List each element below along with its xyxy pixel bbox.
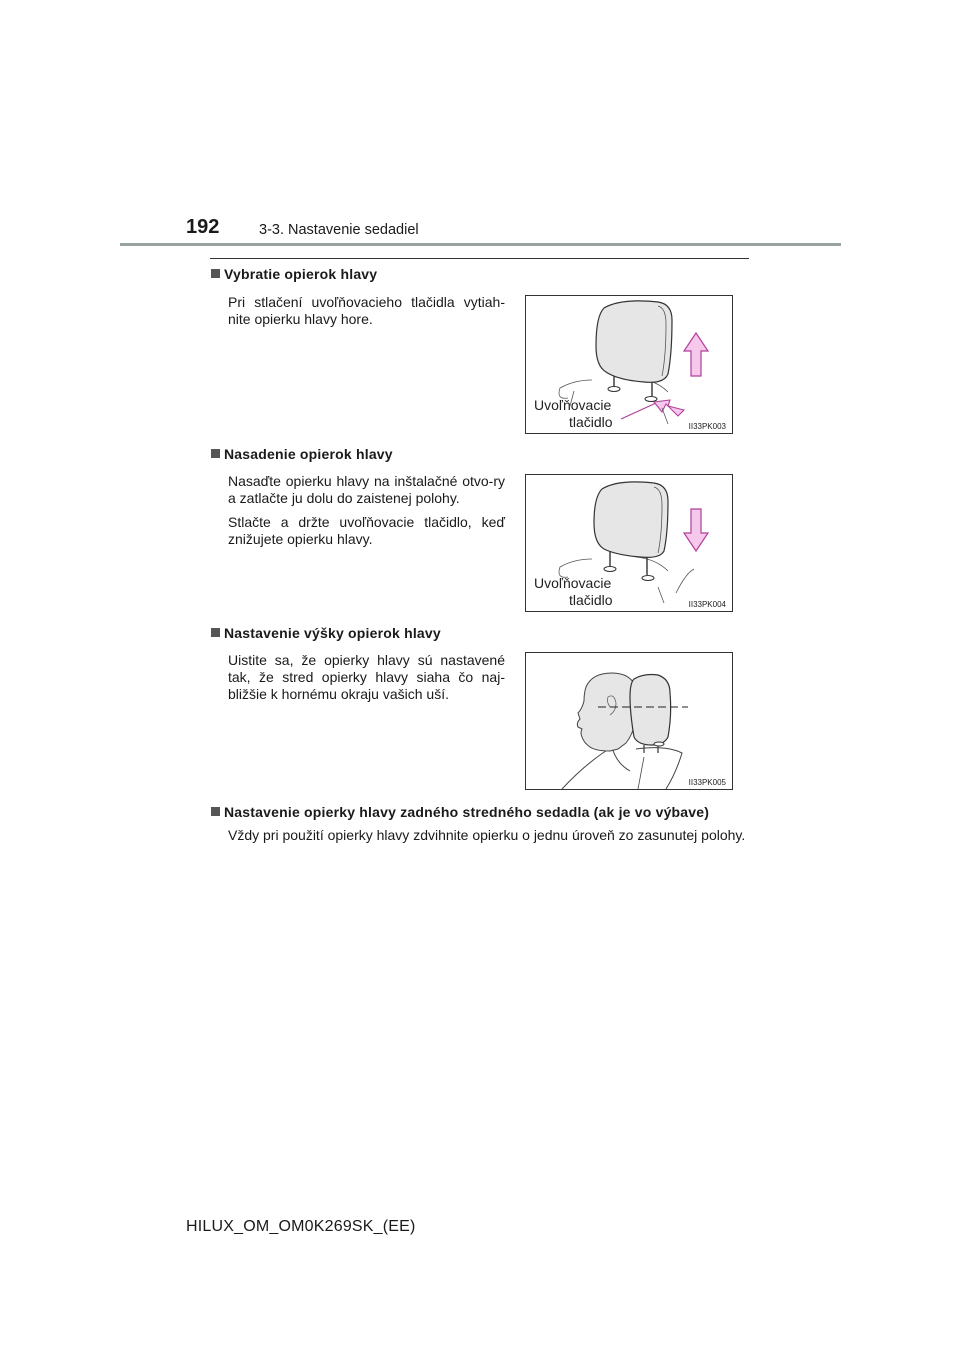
square-bullet-icon (211, 269, 220, 278)
figure-code: II33PK003 (688, 422, 726, 431)
release-button-label-line1: Uvoľňovacie (534, 397, 612, 413)
release-button-label-line2: tlačidlo (569, 592, 613, 608)
section-title: 3-3. Nastavenie sedadiel (259, 222, 419, 238)
release-button-label-line1: Uvoľňovacie (534, 575, 612, 591)
heading-text: Nastavenie výšky opierok hlavy (224, 625, 441, 641)
paragraph: Nasaďte opierku hlavy na inštalačné otvo-ry a zatlačte ju dolu do zaistenej polohy. (228, 473, 505, 506)
release-button-label-line2: tlačidlo (569, 414, 613, 430)
paragraph: Uistite sa, že opierky hlavy sú nastavené tak, že stred opierky hlavy siaha čo naj-bližšie k hornému okraju vašich uší. (228, 652, 505, 702)
square-bullet-icon (211, 628, 220, 637)
page-number: 192 (186, 216, 220, 238)
heading-install-headrest (211, 446, 393, 462)
square-bullet-icon (211, 807, 220, 816)
heading-adjust-height (211, 625, 441, 641)
figure-adjust-height (525, 652, 733, 790)
heading-remove-headrest (211, 266, 377, 282)
header-rule (120, 243, 841, 246)
figure-code: II33PK004 (688, 600, 726, 609)
heading-text: Vybratie opierok hlavy (224, 266, 378, 282)
heading-text: Nasadenie opierok hlavy (224, 446, 393, 462)
heading-rear-center-headrest (211, 804, 709, 820)
heading-text: Nastavenie opierky hlavy zadného stredného sedadla (ak je vo výbave) (224, 804, 710, 820)
square-bullet-icon (211, 449, 220, 458)
figure-remove-headrest (525, 295, 733, 434)
paragraph: Vždy pri použití opierky hlavy zdvihnite opierku o jednu úroveň zo zasunutej polohy. (228, 827, 746, 843)
paragraph: Pri stlačení uvoľňovacieho tlačidla vytiah-nite opierku hlavy hore. (228, 294, 505, 327)
figure-install-headrest (525, 474, 733, 612)
paragraph: Stlačte a držte uvoľňovacie tlačidlo, keď znižujete opierku hlavy. (228, 514, 505, 547)
figure-code: II33PK005 (688, 778, 726, 787)
footer-code: HILUX_OM_OM0K269SK_(EE) (186, 1218, 416, 1235)
head-position-illustration (526, 653, 732, 789)
section-divider (210, 258, 749, 259)
